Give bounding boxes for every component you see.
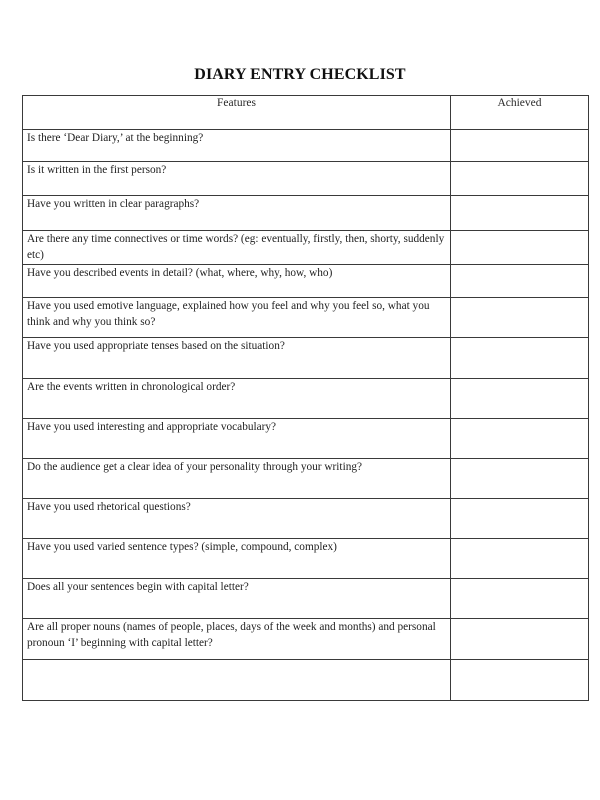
achieved-cell[interactable] bbox=[451, 619, 589, 660]
achieved-cell[interactable] bbox=[451, 231, 589, 265]
table-row bbox=[23, 499, 589, 539]
feature-cell: Have you written in clear paragraphs? bbox=[23, 196, 451, 231]
table-row bbox=[23, 196, 589, 231]
feature-cell: Does all your sentences begin with capital letter? bbox=[23, 579, 451, 619]
achieved-cell[interactable] bbox=[451, 539, 589, 579]
achieved-header: Achieved bbox=[451, 96, 589, 130]
table-row bbox=[23, 579, 589, 619]
table-row bbox=[23, 619, 589, 660]
table-row bbox=[23, 539, 589, 579]
achieved-cell[interactable] bbox=[451, 338, 589, 379]
achieved-cell[interactable] bbox=[451, 130, 589, 162]
achieved-cell[interactable] bbox=[451, 379, 589, 419]
table-row bbox=[23, 338, 589, 379]
feature-cell: Are the events written in chronological order? bbox=[23, 379, 451, 419]
achieved-cell[interactable] bbox=[451, 660, 589, 701]
feature-cell bbox=[23, 660, 451, 701]
feature-cell: Have you used emotive language, explained how you feel and why you feel so, what you think and why you think so? bbox=[23, 298, 451, 338]
table-row bbox=[23, 379, 589, 419]
feature-cell: Have you used varied sentence types? (simple, compound, complex) bbox=[23, 539, 451, 579]
table-row bbox=[23, 419, 589, 459]
feature-cell: Do the audience get a clear idea of your personality through your writing? bbox=[23, 459, 451, 499]
achieved-cell[interactable] bbox=[451, 459, 589, 499]
features-header: Features bbox=[23, 96, 451, 130]
achieved-cell[interactable] bbox=[451, 162, 589, 196]
table-header-row bbox=[23, 96, 589, 130]
feature-cell: Is there ‘Dear Diary,’ at the beginning? bbox=[23, 130, 451, 162]
table-row bbox=[23, 231, 589, 265]
table-row bbox=[23, 162, 589, 196]
table-row bbox=[23, 298, 589, 338]
table-row bbox=[23, 130, 589, 162]
table-row bbox=[23, 265, 589, 298]
achieved-cell[interactable] bbox=[451, 499, 589, 539]
feature-cell: Is it written in the first person? bbox=[23, 162, 451, 196]
page-title: DIARY ENTRY CHECKLIST bbox=[194, 66, 406, 83]
feature-cell: Are there any time connectives or time words? (eg: eventually, firstly, then, shorty, suddenly etc) bbox=[23, 231, 451, 265]
feature-cell: Are all proper nouns (names of people, places, days of the week and months) and personal pronoun ‘I’ beginning with capital letter? bbox=[23, 619, 451, 660]
feature-cell: Have you used rhetorical questions? bbox=[23, 499, 451, 539]
achieved-cell[interactable] bbox=[451, 419, 589, 459]
feature-cell: Have you described events in detail? (what, where, why, how, who) bbox=[23, 265, 451, 298]
achieved-cell[interactable] bbox=[451, 196, 589, 231]
achieved-cell[interactable] bbox=[451, 265, 589, 298]
achieved-cell[interactable] bbox=[451, 298, 589, 338]
feature-cell: Have you used appropriate tenses based on the situation? bbox=[23, 338, 451, 379]
table-row bbox=[23, 660, 589, 701]
achieved-cell[interactable] bbox=[451, 579, 589, 619]
table-row bbox=[23, 459, 589, 499]
feature-cell: Have you used interesting and appropriate vocabulary? bbox=[23, 419, 451, 459]
checklist-table bbox=[22, 95, 589, 701]
